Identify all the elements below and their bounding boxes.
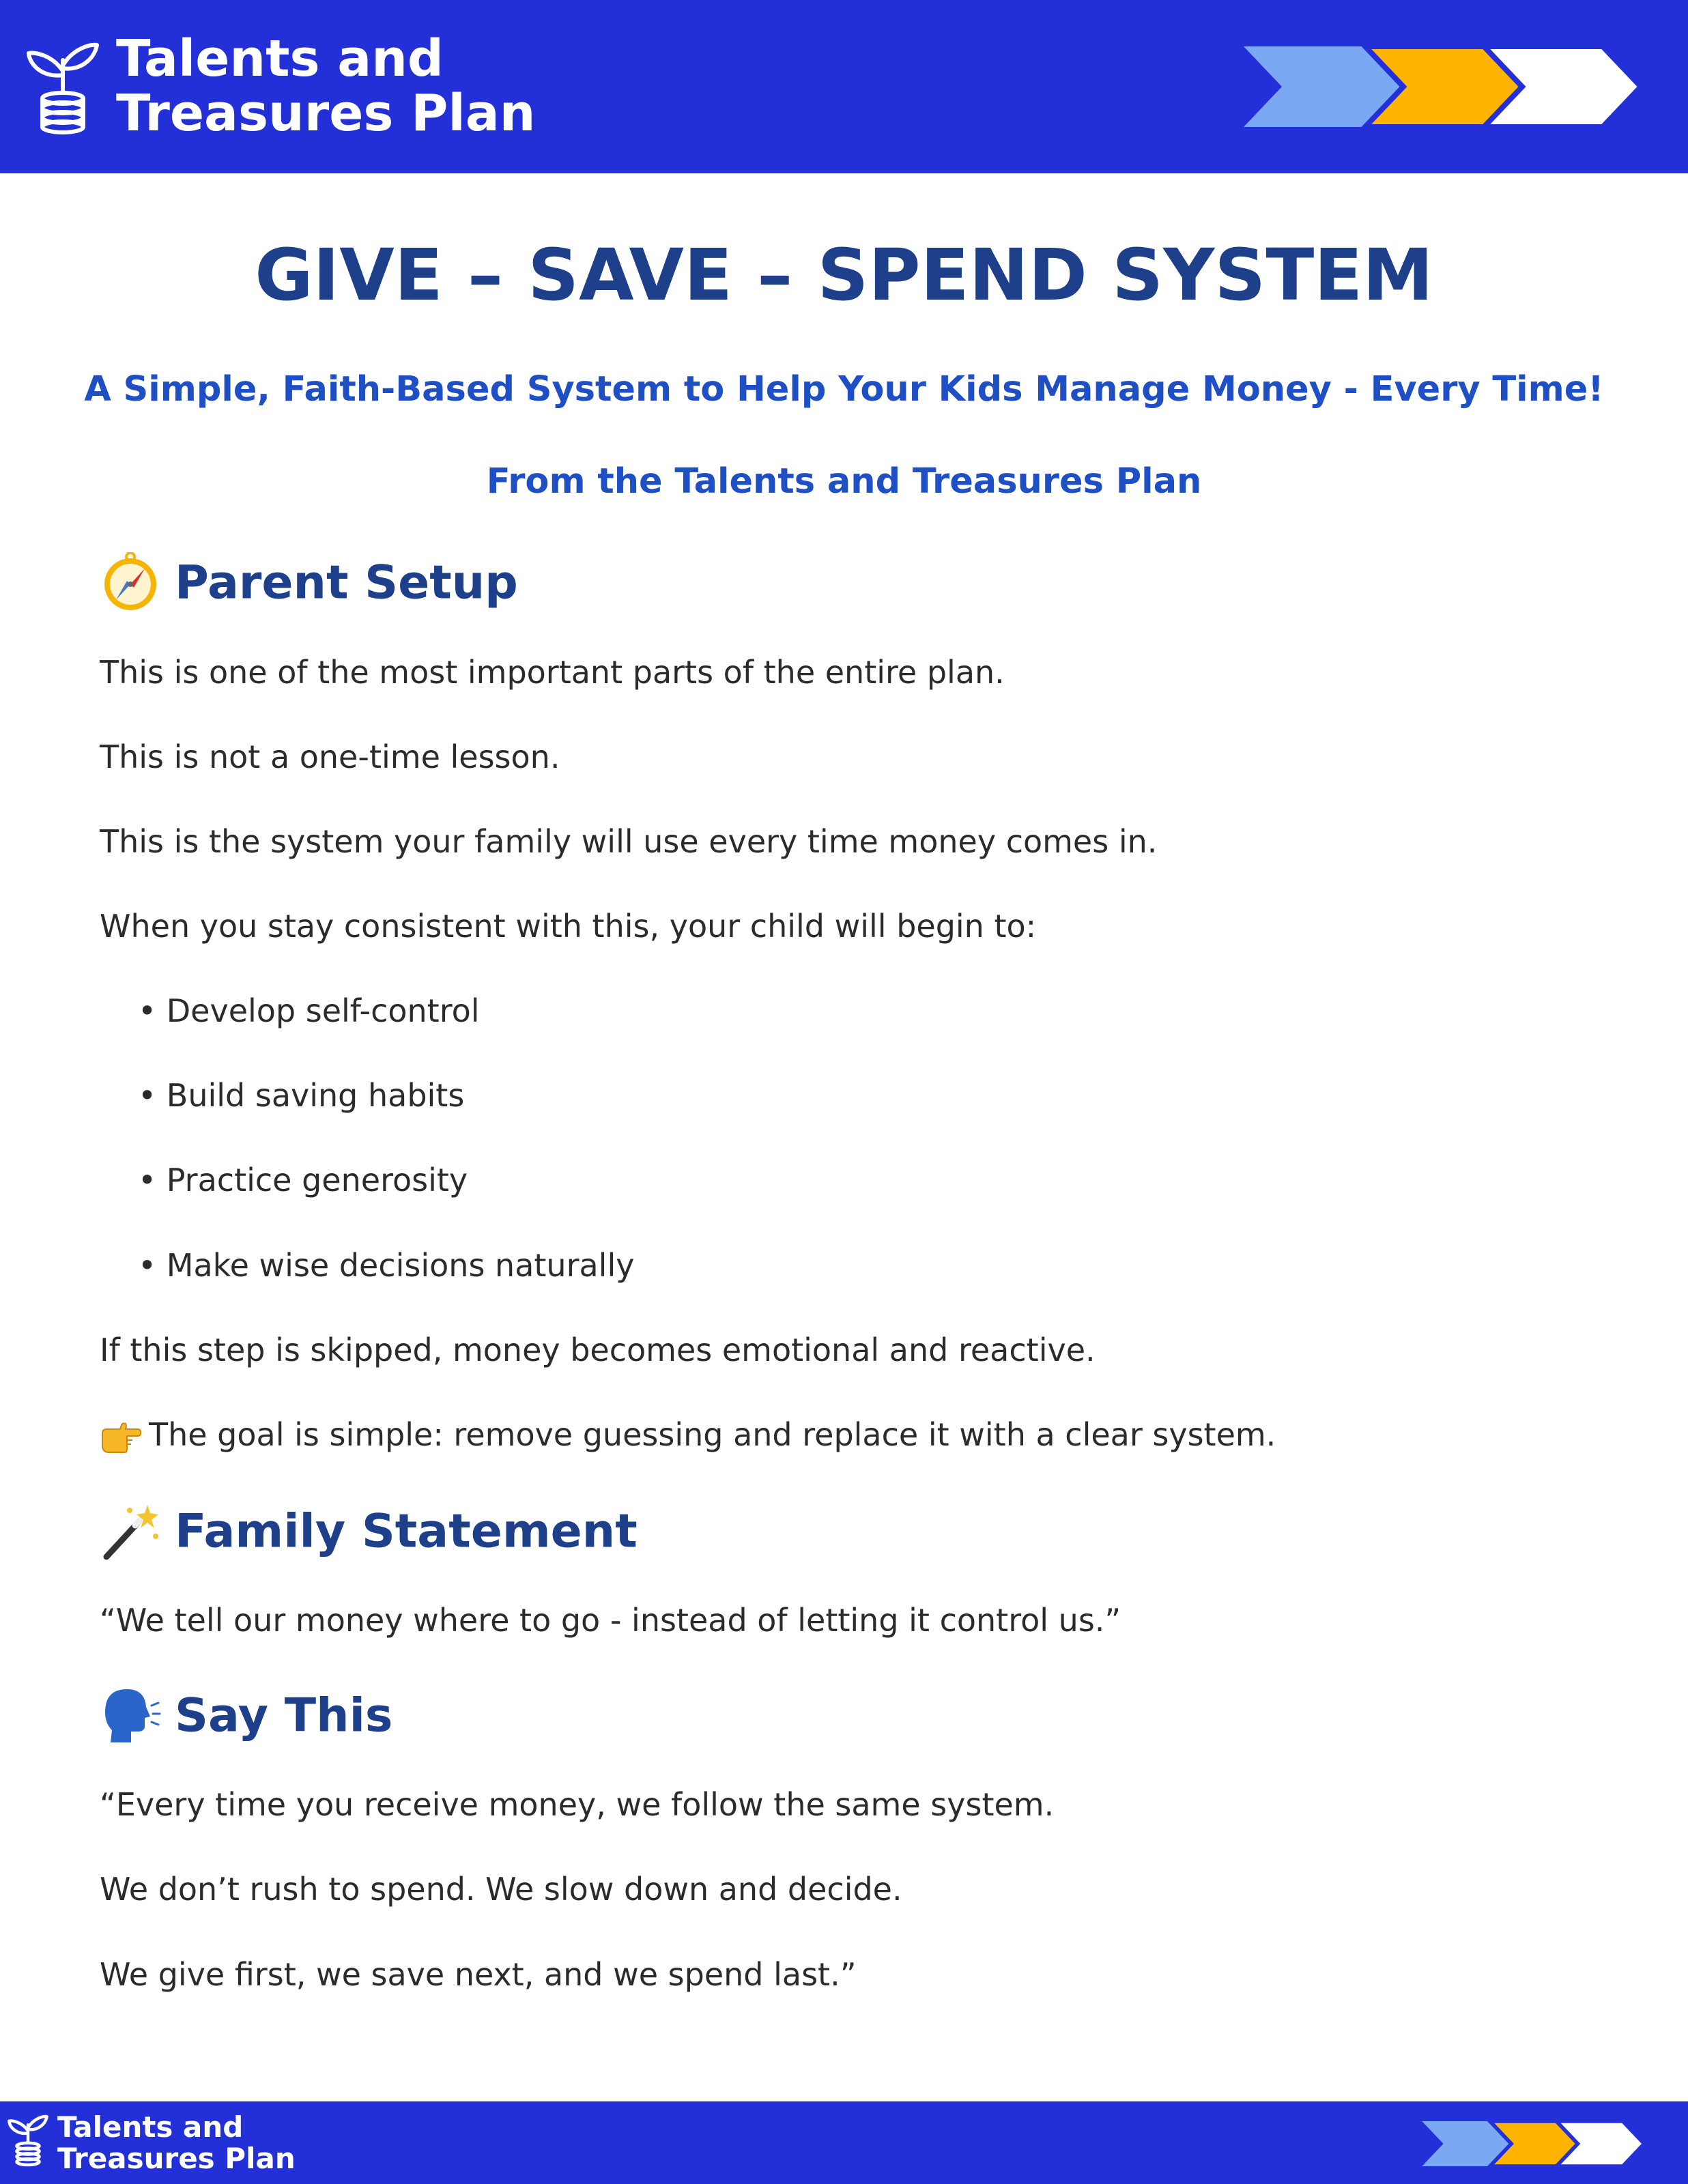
magic-wand-icon xyxy=(100,1501,161,1562)
section-heading-parent-setup xyxy=(100,550,518,614)
heading-text: Say This xyxy=(175,1689,393,1743)
brand-line-1: Talents and xyxy=(57,2110,244,2144)
paragraph: This is one of the most important parts of the entire plan. xyxy=(100,654,1005,691)
goal-text: The goal is simple: remove guessing and replace it with a clear system. xyxy=(149,1416,1276,1453)
footer-brand-name xyxy=(57,2112,296,2174)
compass-icon xyxy=(100,552,161,614)
speaking-head-icon xyxy=(100,1685,161,1747)
paragraph: This is not a one-time lesson. xyxy=(100,738,560,775)
section-heading-say-this xyxy=(100,1683,392,1747)
source-line: From the Talents and Treasures Plan xyxy=(486,461,1202,502)
family-statement-quote: “We tell our money where to go - instead of letting it control us.” xyxy=(100,1602,1121,1639)
chevron-arrows-icon xyxy=(1416,2121,1650,2166)
brand-line-2: Treasures Plan xyxy=(116,84,536,143)
heading-text: Family Statement xyxy=(175,1504,638,1559)
script-line: “Every time you receive money, we follow the same system. xyxy=(100,1786,1055,1823)
chevron-arrows-icon xyxy=(1244,46,1641,127)
pointing-hand-icon xyxy=(100,1420,142,1455)
goal-line xyxy=(100,1413,1276,1456)
page-title: GIVE – SAVE – SPEND SYSTEM xyxy=(255,233,1433,317)
brand-line-1: Talents and xyxy=(116,29,444,88)
list-item: • Make wise decisions naturally xyxy=(138,1247,635,1284)
script-line: We give first, we save next, and we spend last.” xyxy=(100,1956,857,1993)
paragraph: This is the system your family will use every time money comes in. xyxy=(100,823,1158,860)
script-line: We don’t rush to spend. We slow down and decide. xyxy=(100,1871,902,1908)
header-banner xyxy=(0,0,1688,173)
sprout-coins-icon xyxy=(25,40,101,136)
paragraph: If this step is skipped, money becomes emotional and reactive. xyxy=(100,1332,1096,1368)
page-subtitle: A Simple, Faith-Based System to Help Your Kids Manage Money - Every Time! xyxy=(84,369,1604,410)
brand-name xyxy=(116,31,535,141)
sprout-coins-icon xyxy=(7,2113,49,2168)
list-item: • Build saving habits xyxy=(138,1077,465,1114)
paragraph: When you stay consistent with this, your child will begin to: xyxy=(100,908,1037,945)
list-item: • Practice generosity xyxy=(138,1162,468,1198)
brand-line-2: Treasures Plan xyxy=(57,2142,296,2175)
heading-text: Parent Setup xyxy=(175,556,518,610)
section-heading-family-statement xyxy=(100,1499,638,1562)
list-item: • Develop self-control xyxy=(138,992,480,1029)
